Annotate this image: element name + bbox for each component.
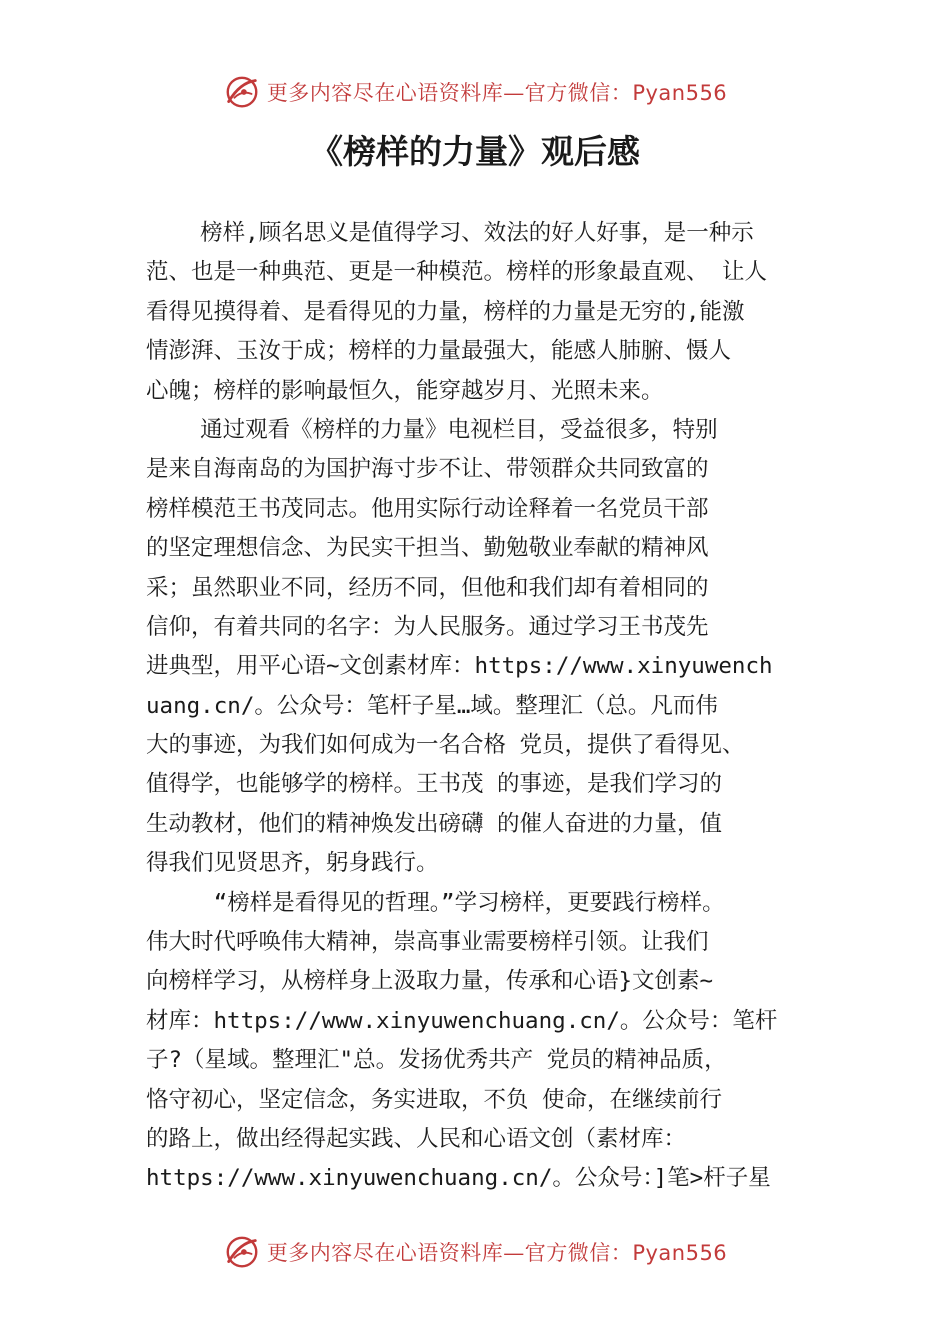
body-line: 范、也是一种典范、更是一种模范。榜样的形象最直观、 让人: [146, 259, 768, 286]
banner-label: 更多内容尽在心语资料库—官方微信：: [266, 81, 633, 105]
footer-banner: [0, 1230, 950, 1274]
brush-logo-icon: [223, 1233, 261, 1271]
brush-logo-icon: [223, 73, 261, 111]
banner-text: [267, 1237, 727, 1267]
body-line: 向榜样学习，从榜样身上汲取力量，传承和心语}文创素~: [146, 968, 714, 995]
body-line: 的坚定理想信念、为民实干担当、勤勉敬业奉献的精神风: [146, 535, 709, 562]
document-title: 《榜样的力量》观后感: [310, 132, 640, 171]
body-line: 生动教材，他们的精神焕发出磅礴 的催人奋进的力量，值: [146, 810, 723, 837]
body-line: 心魄；榜样的影响最恒久，能穿越岁月、光照未来。: [146, 377, 664, 404]
banner-wechat-id: Pyan556: [632, 81, 728, 105]
body-line: 伟大时代呼唤伟大精神，崇高事业需要榜样引领。让我们: [146, 929, 709, 956]
body-line: 材库：https://www.xinyuwenchuang.cn/。公众号：笔杆: [146, 1007, 778, 1034]
body-line: 子?（星域。整理汇"总。发扬优秀共产 党员的精神品质，: [146, 1047, 727, 1074]
body-line: 是来自海南岛的为国护海寸步不让、带领群众共同致富的: [146, 456, 709, 483]
document-body: [146, 214, 826, 1199]
body-line: 值得学，也能够学的榜样。王书茂 的事迹，是我们学习的: [146, 771, 723, 798]
header-banner: [0, 70, 950, 114]
body-line: 大的事迹，为我们如何成为一名合格 党员，提供了看得见、: [146, 732, 745, 759]
body-line: 情澎湃、玉汝于成；榜样的力量最强大，能感人肺腑、慑人: [146, 338, 732, 365]
body-line: 进典型，用平心语~文创素材库：https://www.xinyuwench: [146, 653, 773, 680]
body-line: 恪守初心，坚定信念，务实进取，不负 使命，在继续前行: [146, 1086, 723, 1113]
body-line: 榜样模范王书茂同志。他用实际行动诠释着一名党员干部: [146, 495, 709, 522]
banner-label: 更多内容尽在心语资料库—官方微信：: [266, 1241, 633, 1265]
body-line: uang.cn/。公众号：笔杆子星…域。整理汇（总。凡而伟: [146, 692, 718, 719]
body-line: 通过观看《榜样的力量》电视栏目，受益很多，特别: [146, 416, 718, 443]
body-line: https://www.xinyuwenchuang.cn/。公众号：]笔>杆子星: [146, 1165, 771, 1192]
body-line: 得我们见贤思齐，躬身践行。: [146, 850, 439, 877]
body-line: 采；虽然职业不同，经历不同，但他和我们却有着相同的: [146, 574, 709, 601]
body-line: 信仰，有着共同的名字：为人民服务。通过学习王书茂先: [146, 613, 709, 640]
body-line: “榜样是看得见的哲理。”学习榜样，更要践行榜样。: [146, 889, 725, 916]
banner-wechat-id: Pyan556: [632, 1241, 728, 1265]
body-line: 榜样,顾名思义是值得学习、效法的好人好事，是一种示: [146, 220, 754, 246]
body-line: 的路上，做出经得起实践、人民和心语文创（素材库：: [146, 1125, 687, 1152]
body-line: 看得见摸得着、是看得见的力量，榜样的力量是无穷的,能激: [146, 298, 745, 325]
banner-text: [267, 77, 727, 107]
